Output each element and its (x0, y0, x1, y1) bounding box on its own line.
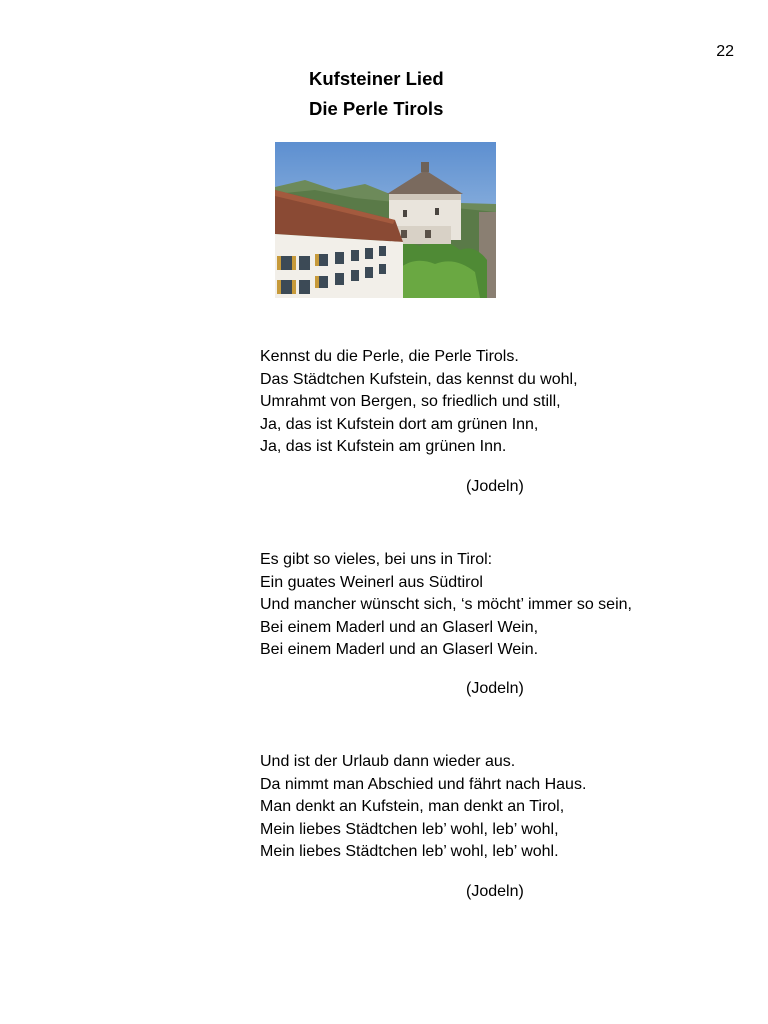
stanza-3 (260, 751, 586, 864)
fortress-photo (275, 142, 496, 298)
song-subtitle: Die Perle Tirols (309, 98, 444, 119)
stanza-line: Mein liebes Städtchen leb’ wohl, leb’ wohl. (260, 843, 559, 861)
song-title: Kufsteiner Lied (309, 68, 444, 89)
stanza-line: Mein liebes Städtchen leb’ wohl, leb’ wohl, (260, 820, 559, 838)
stanza-line: Und ist der Urlaub dann wieder aus. (260, 753, 516, 770)
refrain-jodeln: (Jodeln) (466, 680, 524, 697)
refrain-jodeln: (Jodeln) (466, 883, 524, 900)
stanza-line: Das Städtchen Kufstein, das kennst du wohl, (260, 370, 578, 388)
stanza-line: Man denkt an Kufstein, man denkt an Tirol, (260, 798, 565, 816)
photo-kufstein-fortress-icon (275, 142, 496, 298)
stanza-line: Und mancher wünscht sich, ‘s möcht’ immer so sein, (260, 596, 632, 614)
stanza-line: Ja, das ist Kufstein am grünen Inn. (260, 438, 507, 456)
stanza-line: Ja, das ist Kufstein dort am grünen Inn, (260, 415, 539, 433)
refrain-jodeln: (Jodeln) (466, 478, 524, 495)
stanza-line: Kennst du die Perle, die Perle Tirols. (260, 348, 519, 365)
stanza-line: Da nimmt man Abschied und fährt nach Haus. (260, 775, 587, 793)
stanza-line: Bei einem Maderl und an Glaserl Wein, (260, 618, 539, 636)
stanza-line: Ein guates Weinerl aus Südtirol (260, 573, 483, 591)
stanza-1 (260, 346, 578, 459)
page-number: 22 (716, 43, 734, 60)
stanza-line: Es gibt so vieles, bei uns in Tirol: (260, 551, 493, 568)
stanza-line: Bei einem Maderl und an Glaserl Wein. (260, 641, 539, 659)
stanza-line: Umrahmt von Bergen, so friedlich und still, (260, 393, 561, 411)
stanza-2 (260, 549, 632, 662)
